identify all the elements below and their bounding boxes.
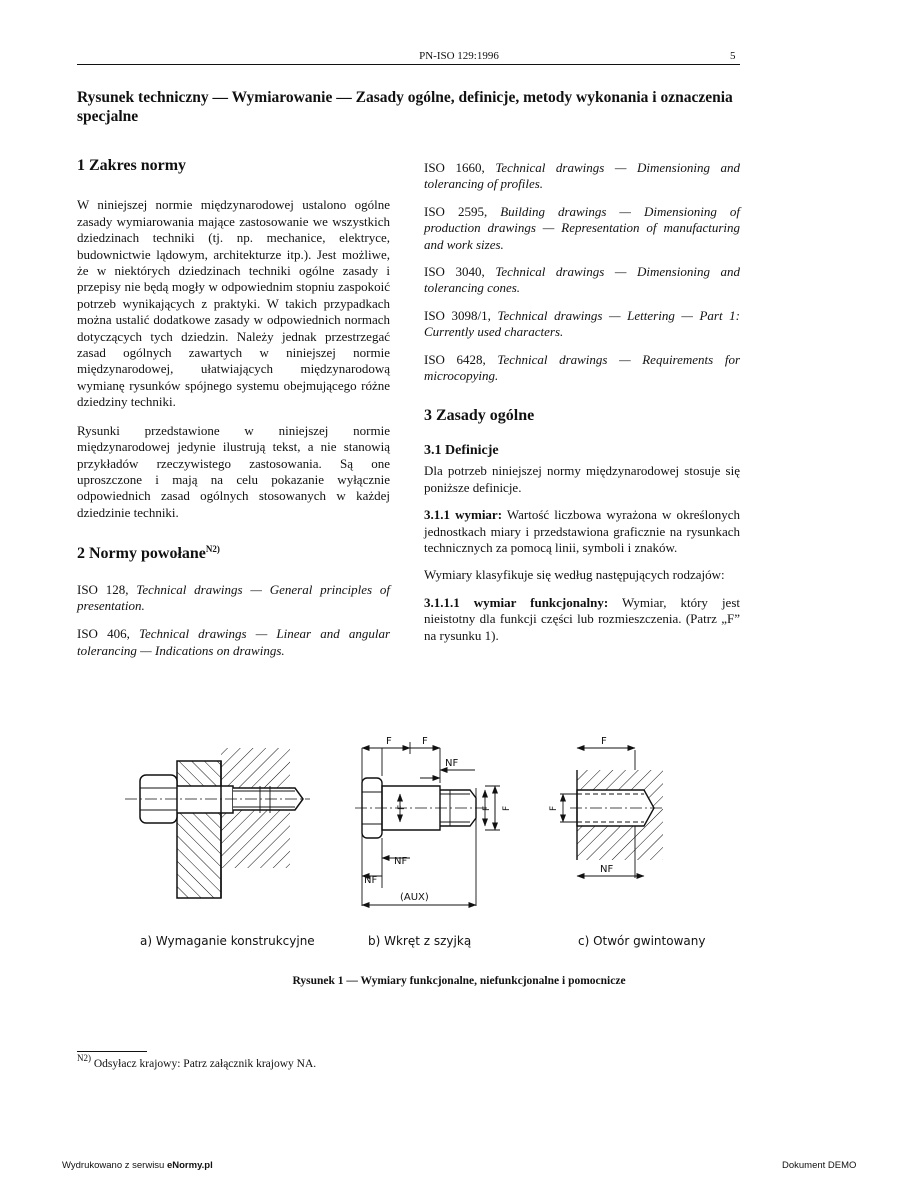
reference-item: ISO 128, Technical drawings — General principles of presentation.: [77, 581, 390, 613]
section-1-heading: 1 Zakres normy: [77, 157, 187, 174]
reference-item: ISO 2595, Building drawings — Dimensioning of production drawings — Representation of manufacturing and work sizes.: [424, 203, 740, 252]
dimension-label-f: F: [422, 736, 428, 747]
definition-dimension: 3.1.1 wymiar: Wartość liczbowa wyrażona w określonych jednostkach miary i przedstawiona graficznie na rysunkach technicznych za pomocą linii, symboli i znaków.: [424, 507, 740, 555]
figure-caption-c: c) Otwór gwintowany: [578, 934, 706, 948]
dimension-label-f: F: [549, 805, 559, 811]
section-3-1-heading: 3.1 Definicje: [424, 442, 499, 458]
dimension-label-f: F: [482, 805, 492, 811]
section-2-heading: 2 Normy powołane$^{N2)}$: [77, 544, 220, 563]
footer-source: Wydrukowano z serwisu eNormy.pl: [62, 1160, 213, 1171]
reference-item: ISO 6428, Technical drawings — Requirements for microcopying.: [424, 351, 741, 384]
dimension-label-nf: NF: [364, 875, 378, 886]
drawing-b-labels: [364, 736, 512, 903]
drawing-c: [560, 748, 665, 878]
section-3-heading: 3 Zasady ogólne: [424, 407, 535, 425]
header-rule: [77, 64, 740, 65]
definitions-intro: Dla potrzeb niniejszej normy międzynarodowej stosuje się poniższe definicje.: [424, 463, 740, 495]
drawing-a: [125, 748, 310, 898]
dimension-label-f: F: [397, 804, 407, 810]
figure-caption-a: a) Wymaganie konstrukcyjne: [140, 934, 315, 948]
dimension-label-aux: (AUX): [400, 892, 429, 903]
left-column: [77, 158, 390, 659]
reference-item: ISO 3040, Technical drawings — Dimensioning and tolerancing cones.: [424, 264, 740, 296]
dimension-label-f: F: [601, 736, 607, 747]
footnote-marker: N2): [205, 544, 220, 555]
footnote: $^{N2)}$ Odsyłacz krajowy: Patrz załącznik krajowy NA.: [77, 1053, 317, 1070]
definition-functional-dimension: 3.1.1.1 wymiar funkcjonalny: Wymiar, który jest nieistotny dla funkcji części lub rozmieszczenia. (Patrz „F” na rysunku 1).: [424, 594, 740, 643]
reference-item: ISO 3098/1, Technical drawings — Lettering — Part 1: Currently used characters.: [424, 307, 740, 340]
page-number: 5: [730, 50, 736, 62]
figure-1-drawings: [120, 728, 700, 923]
figure-title: Rysunek 1 — Wymiary funkcjonalne, niefunkcjonalne i pomocnicze: [292, 975, 626, 987]
footer-demo-label: Dokument DEMO: [782, 1160, 857, 1171]
dimension-label-nf: NF: [445, 758, 459, 769]
dimension-label-f: F: [502, 805, 512, 811]
document-code: PN-ISO 129:1996: [419, 50, 499, 62]
dimension-label-nf: NF: [394, 856, 408, 867]
reference-item: ISO 406, Technical drawings — Linear and angular tolerancing — Indications on drawings.: [77, 626, 391, 658]
section-1-paragraph-1: W niniejszej normie międzynarodowej ustalono ogólne zasady wymiarowania mające zastosowanie we wszystkich dziedzinach techniki (tj. np. mechanice, elektryce, budownictwie lądowym, architekturze itp.). Jest możliwe, że w niektórych dziedzinach techniki ogólne zasady i przepisy nie będą mogły w odpowiednim stopniu zaspokoić potrzeb wynikających z praktyki. W takich przypadkach można ustalić dodatkowe zasady w odpowiednich normach dotyczących tych dziedzin. Należy jednak przestrzegać zasad ogólnych zawartych w niniejszej normie międzynarodowej, ułatwiających międzynarodową wymianę rysunków spójnego systemu obejmującego różne dziedziny techniki.: [77, 197, 390, 410]
reference-item: ISO 1660, Technical drawings — Dimensioning and tolerancing of profiles.: [424, 160, 740, 192]
section-1-paragraph-2: Rysunki przedstawione w niniejszej normie międzynarodowej jedynie ilustrują tekst, a nie stanowią przykładów rzeczywistego zastosowania. Są one uproszczone i mają na celu pokazanie wyłącznie odpowiednich zasad ogólnych stosowanych w każdej dziedzinie techniki.: [77, 422, 390, 520]
footer-source-link[interactable]: eNormy.pl: [166, 1160, 213, 1171]
document-title: Rysunek techniczny — Wymiarowanie — Zasady ogólne, definicje, metody wykonania i oznaczenia specjalne: [77, 89, 733, 125]
footnote-rule: [77, 1051, 147, 1052]
classification-text: Wymiary klasyfikuje się według następujących rodzajów:: [424, 567, 725, 583]
right-column: [424, 160, 740, 644]
dimension-label-nf: NF: [600, 864, 614, 875]
figure-caption-b: b) Wkręt z szyjką: [368, 934, 472, 948]
dimension-label-f: F: [386, 736, 392, 747]
